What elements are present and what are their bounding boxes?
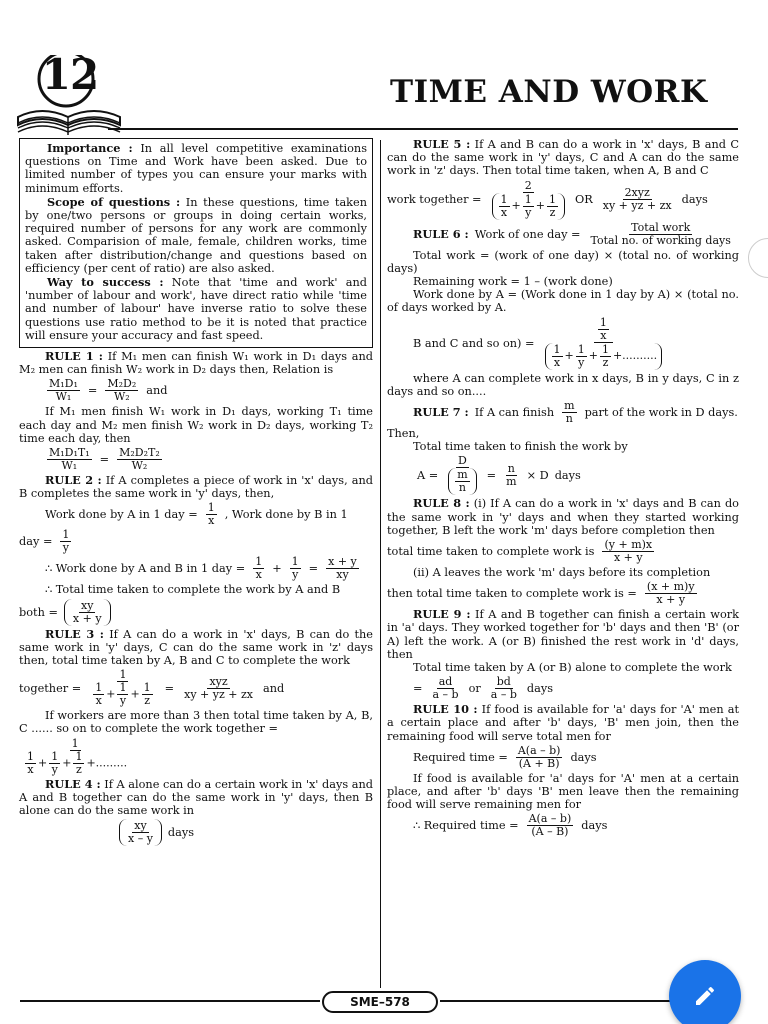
page-number-badge: SME–578: [322, 991, 438, 1013]
rule-1-text-2: If M₁ men finish W₁ work in D₁ days, working T₁ time each day and M₂ men finish W₂ work in D₂ days, working T₂ time each day, then: [19, 405, 373, 445]
way-to-success-paragraph: Way to success : Note that 'time and work' and 'number of labour and work', have direct ratio while 'time and number of labour' have inverse ratio to solve these questions use ratio method to be it is noted that practice will ensure your accuracy and fast speed.: [25, 275, 367, 342]
rule-3-text-2: If workers are more than 3 then total time taken by A, B, C ...... so on to complete the work together =: [19, 709, 373, 736]
side-scroll-handle[interactable]: [748, 238, 768, 278]
rule-6-line-1: Total work = (work of one day) × (total no. of working days): [387, 248, 739, 275]
rule-1-formula-2: $\frac{\text{M₁D₁T₁}}{\text{W₁}}$ = $\frac{\text{M₂D₂T₂}}{\text{W₂}}$: [49, 446, 160, 473]
rule-2-both: both = $\frac{xy}{x + y}$: [19, 599, 373, 626]
pencil-icon: [693, 984, 717, 1008]
rule-9: RULE 9 : If A and B together can finish a certain work in 'a' days. They worked together for 'b' days and then 'B' (or A) left the work. A (or B) finished the rest work in 'd' days, then: [387, 607, 739, 661]
rule-5-formula: work together = 2 $\frac{1}{x}$ + $\frac{1}{y}$ + $\frac{1}{z}$ OR $\frac{\text{2xyz}}{xy + yz + zx}$ days: [387, 178, 708, 219]
rule-7-total: Total time taken to finish the work by: [413, 440, 628, 454]
rule-6-line-3: Work done by A = (Work done in 1 day by A) × (total no. of days worked by A.: [387, 288, 739, 315]
rule-2-day: day = $\frac{1}{y}$: [19, 528, 70, 555]
rule-1: RULE 1 : If M₁ men can finish W₁ work in D₁ days and M₂ men can finish W₂ work in D₂ days then, Relation is: [19, 349, 373, 377]
rule-7: RULE 7 : If A can finish $\frac{m}{n}$ part of the work in D days.: [413, 399, 738, 426]
rule-4-formula: $\frac{xy}{x - y}$ days: [19, 819, 373, 846]
rule-8-formula-1: total time taken to complete work is $\frac{(y + m)x}{x + y}$: [387, 538, 653, 565]
rule-6-where: where A can complete work in x days, B in y days, C in z days and so on....: [387, 371, 739, 398]
rule-2-line-1: Work done by A in 1 day = $\frac{1}{x}$ , Work done by B in 1: [45, 501, 348, 528]
rule-4: RULE 4 : If A alone can do a certain work in 'x' days and A and B together can do the same work in 'y' days, then B alone can do the same work in: [19, 776, 373, 818]
page-title: TIME AND WORK: [390, 74, 708, 110]
edit-button[interactable]: [669, 960, 741, 1024]
column-divider: [380, 140, 381, 988]
intro-box: [19, 138, 373, 348]
rule-2: RULE 2 : If A completes a piece of work in 'x' days, and B completes the same work in 'y' days, then,: [19, 473, 373, 501]
rule-3-formula-2: 1 $\frac{1}{x}$ + $\frac{1}{y}$ + $\frac{1}{z}$ +.........: [27, 736, 128, 776]
rule-10-text-2: If food is available for 'a' days for 'A' men at a certain place, and after 'b' days 'B' men leave then the remaining food will serve remaining men for: [387, 771, 739, 812]
rule-1-formula: $\frac{\text{M₁D₁}}{\text{W₁}}$ = $\frac{\text{M₂D₂}}{\text{W₂}}$ and: [49, 377, 168, 404]
rule-3-formula: together = 1 $\frac{1}{x}$ + $\frac{1}{y}$ + $\frac{1}{z}$ = $\frac{\text{xyz}}{xy + yz + zx}$ and: [19, 668, 285, 708]
rule-7-formula: A = $\frac{D}{\frac{m}{n}}$ = $\frac{n}{m}$ × D days: [417, 454, 581, 495]
right-column: [387, 138, 739, 840]
rule-6: RULE 6 : Work of one day = $\frac{\text{Total work}}{\text{Total no. of working days}}$: [413, 220, 731, 247]
chapter-header: [0, 0, 768, 140]
rule-9-formula: = $\frac{ad}{a - b}$ or $\frac{bd}{a - b}$ days: [413, 675, 554, 702]
scope-paragraph: Scope of questions : In these questions, time taken by one/two persons or groups in doing certain works, required number of persons for any work are commonly asked. Comparision of male, female, children works, time taken after distribution/change and questions based on efficiency (per cent of ratio) are also asked.: [25, 194, 367, 275]
rule-6-line-2: Remaining work = 1 – (work done): [413, 275, 613, 289]
rule-10-formula-1: Required time = $\frac{A(a - b)}{(A + B)}$ days: [413, 743, 597, 770]
rule-5: RULE 5 : If A and B can do a work in 'x' days, B and C can do the same work in 'y' days, C and A can do the same work in 'z' days. Then total time taken, when A, B and C: [387, 137, 739, 178]
rule-10: RULE 10 : If food is available for 'a' days for 'A' men at a certain place and after 'b' days, 'B' men join, then the remaining food will serve total men for: [387, 702, 740, 743]
rule-8-formula-2: then total time taken to complete work is = $\frac{(x + m)y}{x + y}$: [387, 580, 695, 607]
rule-8-ii: (ii) A leaves the work 'm' days before its completion: [413, 566, 711, 580]
left-column: [19, 138, 373, 848]
rule-10-formula-2: ∴ Required time = $\frac{A(a - b)}{(A - B)}$ days: [413, 812, 608, 839]
rule-7-then: Then,: [387, 427, 420, 441]
rule-9-total: Total time taken by A (or B) alone to complete the work: [413, 661, 732, 675]
rule-8: RULE 8 : (i) If A can do a work in 'x' days and B can do the same work in 'y' days and when they started working together, B left the work 'm' days before completion then: [387, 496, 739, 537]
footer-line-left: [20, 1000, 320, 1002]
rule-2-line-3: ∴ Total time taken to complete the work by A and B: [45, 583, 341, 597]
rule-6-formula: B and C and so on) = $\frac{1}{x}$ $\frac{1}{x}$ + $\frac{1}{y}$ + $\frac{1}{z}$ +..........: [387, 317, 739, 370]
importance-paragraph: Importance : In all level competitive examinations questions on Time and Work have been asked. Due to limited number of types you can ensure your marks with minimum efforts.: [25, 141, 368, 195]
header-divider: [108, 128, 738, 130]
rule-2-line-2: ∴ Work done by A and B in 1 day = $\frac{1}{x}$ + $\frac{1}{y}$ = $\frac{x + y}{xy}$: [45, 555, 357, 582]
chapter-number: 12: [41, 50, 99, 99]
rule-3: RULE 3 : If A can do a work in 'x' days, B can do the same work in 'y' days, C can do the same work in 'z' days then, total time taken by A, B and C to complete the work: [19, 626, 373, 668]
